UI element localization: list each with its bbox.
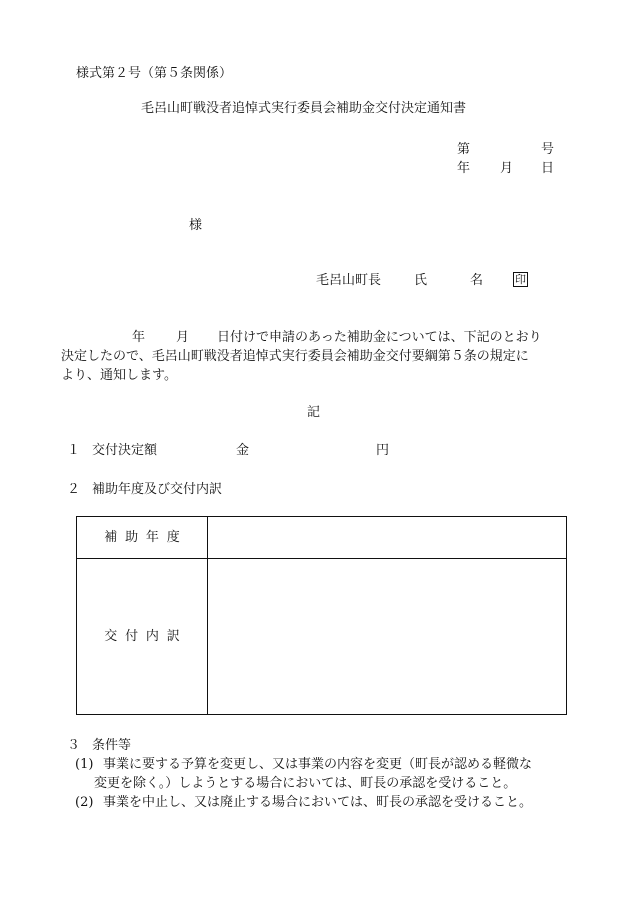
fiscal-year-value [208, 517, 567, 559]
condition2-number: (2) [75, 795, 94, 810]
condition1-line1: 事業に要する予算を変更し、又は事業の内容を変更（町長が認める軽微な [103, 757, 533, 772]
doc-number-go: 号 [541, 142, 555, 157]
breakdown-label: 交付内訳 [77, 559, 208, 715]
item1-kin: 金 [236, 443, 250, 458]
date-month: 月 [500, 161, 514, 176]
item1-label: 交付決定額 [92, 443, 158, 458]
condition1-number: (1) [75, 757, 94, 772]
table-row-fiscal-year [77, 517, 567, 559]
doc-number-dai: 第 [457, 142, 471, 157]
ki-heading: 記 [307, 405, 321, 420]
document-title: 毛呂山町戦没者追悼式実行委員会補助金交付決定通知書 [141, 101, 467, 116]
addressee-sama: 様 [189, 218, 203, 233]
sender-title: 毛呂山町長 [316, 273, 382, 288]
item3-number: ３ [67, 738, 81, 753]
fiscal-year-label: 補助年度 [77, 517, 208, 559]
sender-mei: 名 [470, 273, 484, 288]
table-row-breakdown [77, 559, 567, 715]
date-day: 日 [541, 161, 555, 176]
body-month: 月 [176, 330, 190, 345]
item2-number: ２ [67, 482, 81, 497]
form-number: 様式第２号（第５条関係） [76, 66, 233, 81]
item2-label: 補助年度及び交付内訳 [92, 482, 223, 497]
date-year: 年 [457, 161, 471, 176]
sender-shi: 氏 [414, 273, 428, 288]
body-year: 年 [132, 330, 146, 345]
item3-label: 条件等 [92, 738, 132, 753]
condition1-line2: 変更を除く。）しようとする場合においては、町長の承認を受けること。 [94, 776, 517, 791]
seal-mark: 印 [515, 273, 526, 286]
body-line1: 日付けで申請のあった補助金については、下記のとおり [217, 330, 542, 345]
item1-number: １ [67, 443, 81, 458]
body-line2: 決定したので、毛呂山町戦没者追悼式実行委員会補助金交付要綱第５条の規定に [61, 349, 529, 364]
grant-table [76, 516, 567, 715]
item1-yen: 円 [376, 443, 390, 458]
body-line3: より、通知します。 [61, 368, 177, 383]
breakdown-value [208, 559, 567, 715]
condition2-line1: 事業を中止し、又は廃止する場合においては、町長の承認を受けること。 [103, 795, 533, 810]
